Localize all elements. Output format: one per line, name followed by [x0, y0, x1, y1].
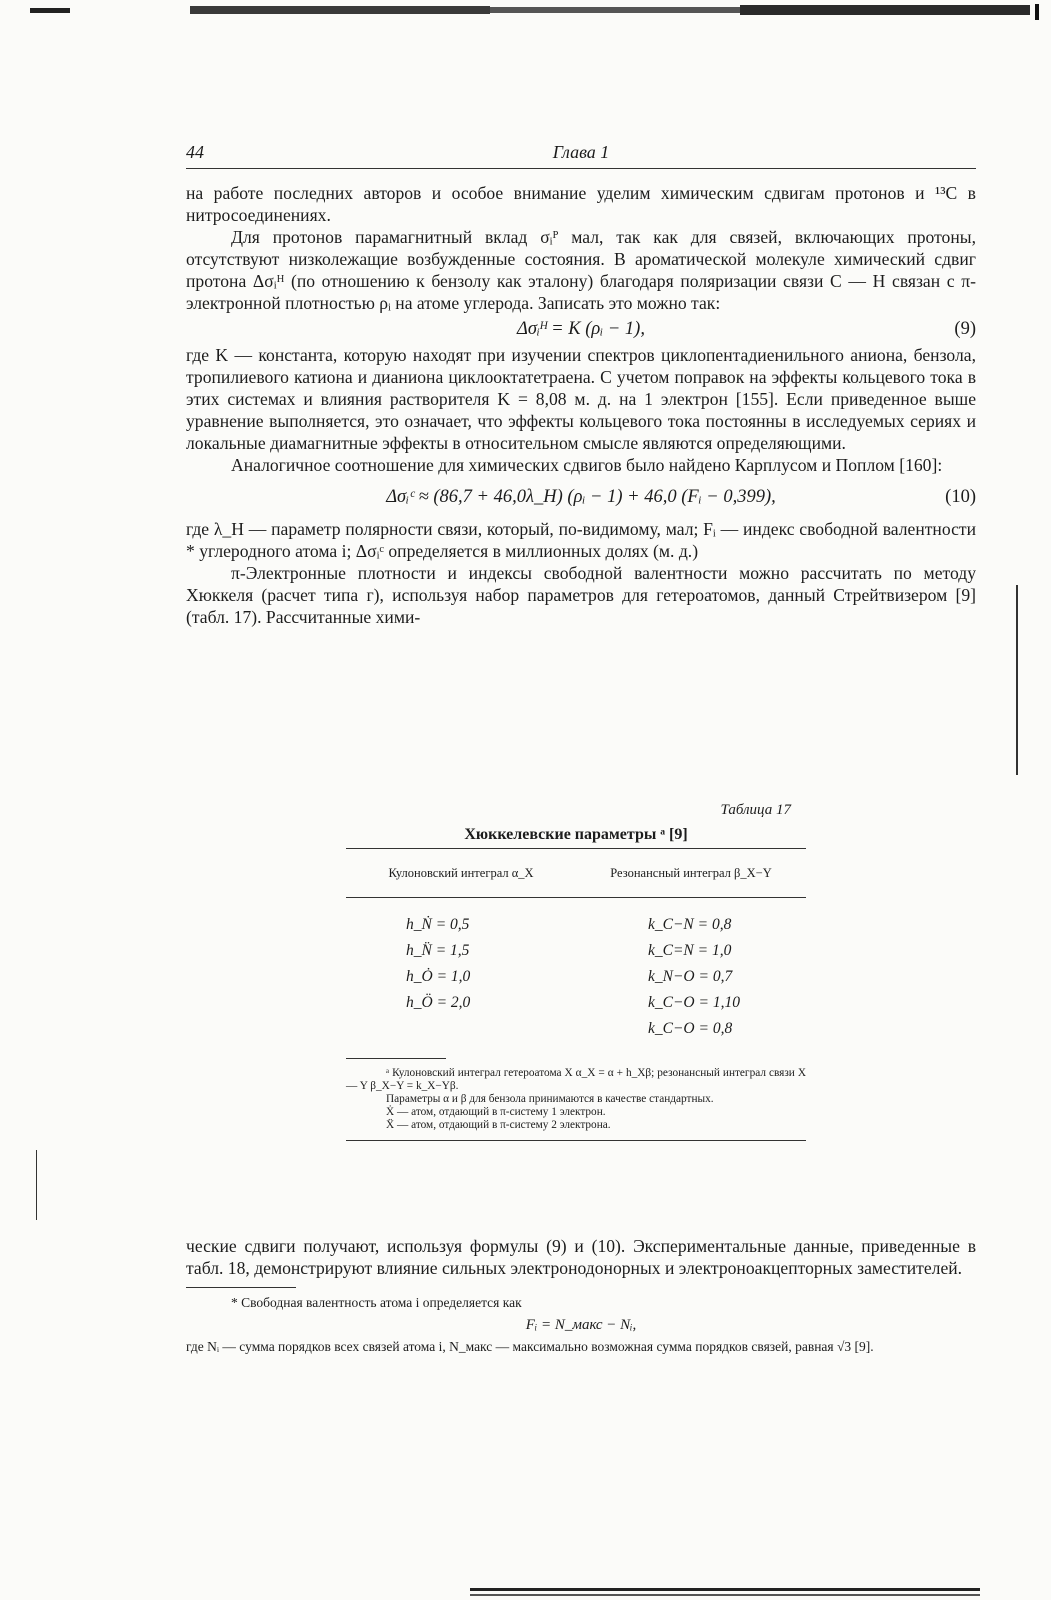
table-bottom-rule	[346, 1140, 806, 1141]
table-column-coulomb	[346, 912, 576, 1050]
paragraph-3: где K — константа, которую находят при изучении спектров циклопентадиенильного аниона, бензола, тропилиевого катиона и дианиона циклооктатетраена. С учетом поправок на эффекты кольцевого тока в этих системах и влияния растворителя K = 8,08 м. д. на 1 электрон [155]. Если приведенное выше уравнение выполняется, это означает, что эффекты кольцевого тока постоянны в исследуемых сериях и локальные диамагнитные эффекты в относительном смысле являются определяющими.	[186, 345, 976, 453]
table-17	[346, 802, 806, 1141]
equation-10-number: (10)	[945, 487, 976, 507]
equation-10-body: Δσᵢᶜ ≈ (86,7 + 46,0λ_H) (ρᵢ − 1) + 46,0 (Fᵢ − 0,399),	[386, 487, 776, 507]
right-margin-mark	[1016, 585, 1018, 775]
paragraph-5: где λ_H — параметр полярности связи, который, по-видимому, мал; Fᵢ — индекс свободной валентности * углеродного атома i; Δσᵢᶜ определяется в миллионных долях (м. д.)	[186, 519, 976, 561]
table-cell: h_Ö = 2,0	[406, 994, 471, 1011]
table-cell: h_N̈ = 1,5	[406, 942, 470, 959]
page-number: 44	[186, 142, 204, 162]
table-header	[346, 849, 806, 897]
footnote-line-2: где Nᵢ — сумма порядков всех связей атома i, N_макс — максимально возможная сумма порядков связей, равная √3 [9].	[186, 1339, 874, 1354]
table-label: Таблица 17	[720, 802, 791, 818]
table-cell: k_C−O = 1,10	[648, 994, 740, 1011]
table-cell: k_C−N = 0,8	[648, 916, 732, 933]
table-notes	[346, 1059, 806, 1140]
table-cell: h_Ṅ = 0,5	[406, 916, 470, 933]
running-head	[186, 138, 976, 169]
paragraph-2: Для протонов парамагнитный вклад σᵢᴾ мал, так как для связей, включающих протоны, отсутствуют низколежащие возбужденные состояния. В ароматической молекуле химический сдвиг протона Δσᵢᴴ (по отношению к бензолу как эталону) благодаря поляризации связи C — H связан с π-электронной плотностью ρᵢ на атоме углерода. Записать это можно так:	[186, 227, 976, 313]
equation-9-body: Δσᵢᴴ = K (ρᵢ − 1),	[517, 319, 645, 339]
chapter-title: Глава 1	[552, 142, 610, 162]
table-cell: k_C=N = 1,0	[648, 942, 732, 959]
table-cell: h_Ȯ = 1,0	[406, 968, 471, 985]
table-column-resonance	[576, 912, 806, 1050]
table-body	[346, 898, 806, 1050]
table-note-benzene: Параметры α и β для бензола принимаются в качестве стандартных.	[386, 1093, 714, 1105]
footnote-formula: Fᵢ = N_макс − Nᵢ,	[525, 1317, 637, 1333]
footnote-separator	[186, 1287, 296, 1288]
paragraph-6: π-Электронные плотности и индексы свободной валентности можно рассчитать по методу Хюккеля (расчет типа г), используя набор параметров для гетероатомов, данный Стрейтвизером [9] (табл. 17). Рассчитанные хими-	[186, 563, 976, 627]
table-cell: k_N−O = 0,7	[648, 968, 733, 985]
table-cell: k_C−O = 0,8	[648, 1020, 733, 1037]
left-margin-mark	[36, 1150, 37, 1220]
footnote	[186, 1294, 976, 1356]
equation-9	[186, 314, 976, 344]
footnote-line-1: * Свободная валентность атома i определяется как	[231, 1295, 522, 1310]
table-title: Хюккелевские параметры ᵃ [9]	[464, 826, 688, 843]
body-text-bottom	[186, 1235, 976, 1356]
equation-10	[186, 482, 976, 512]
paragraph-1: на работе последних авторов и особое внимание уделим химическим сдвигам протонов и ¹³C в нитросоединениях.	[186, 183, 976, 225]
table-header-resonance: Резонансный интеграл β_X−Y	[610, 865, 772, 880]
bottom-scan-line	[470, 1588, 980, 1591]
equation-9-number: (9)	[954, 319, 976, 339]
paragraph-4: Аналогичное соотношение для химических сдвигов было найдено Карплусом и Поплом [160]:	[231, 455, 943, 475]
body-text-top	[186, 182, 976, 628]
table-note-x-ddot: Ẍ — атом, отдающий в π-систему 2 электрона.	[386, 1119, 611, 1131]
table-note-a: ᵃ Кулоновский интеграл гетероатома X α_X = α + h_Xβ; резонансный интеграл связи X — Y β_X−Y = k_X−Yβ.	[346, 1067, 806, 1092]
table-header-coulomb: Кулоновский интеграл α_X	[388, 865, 534, 880]
paragraph-7: ческие сдвиги получают, используя формулы (9) и (10). Экспериментальные данные, приведенные в табл. 18, демонстрируют влияние сильных электронодонорных и электроноакцепторных заместителей.	[186, 1236, 976, 1278]
scan-top-edge-artifact	[30, 4, 1045, 22]
table-note-x-dot: Ẋ — атом, отдающий в π-систему 1 электрон.	[386, 1106, 606, 1118]
bottom-scan-line-2	[470, 1594, 980, 1596]
